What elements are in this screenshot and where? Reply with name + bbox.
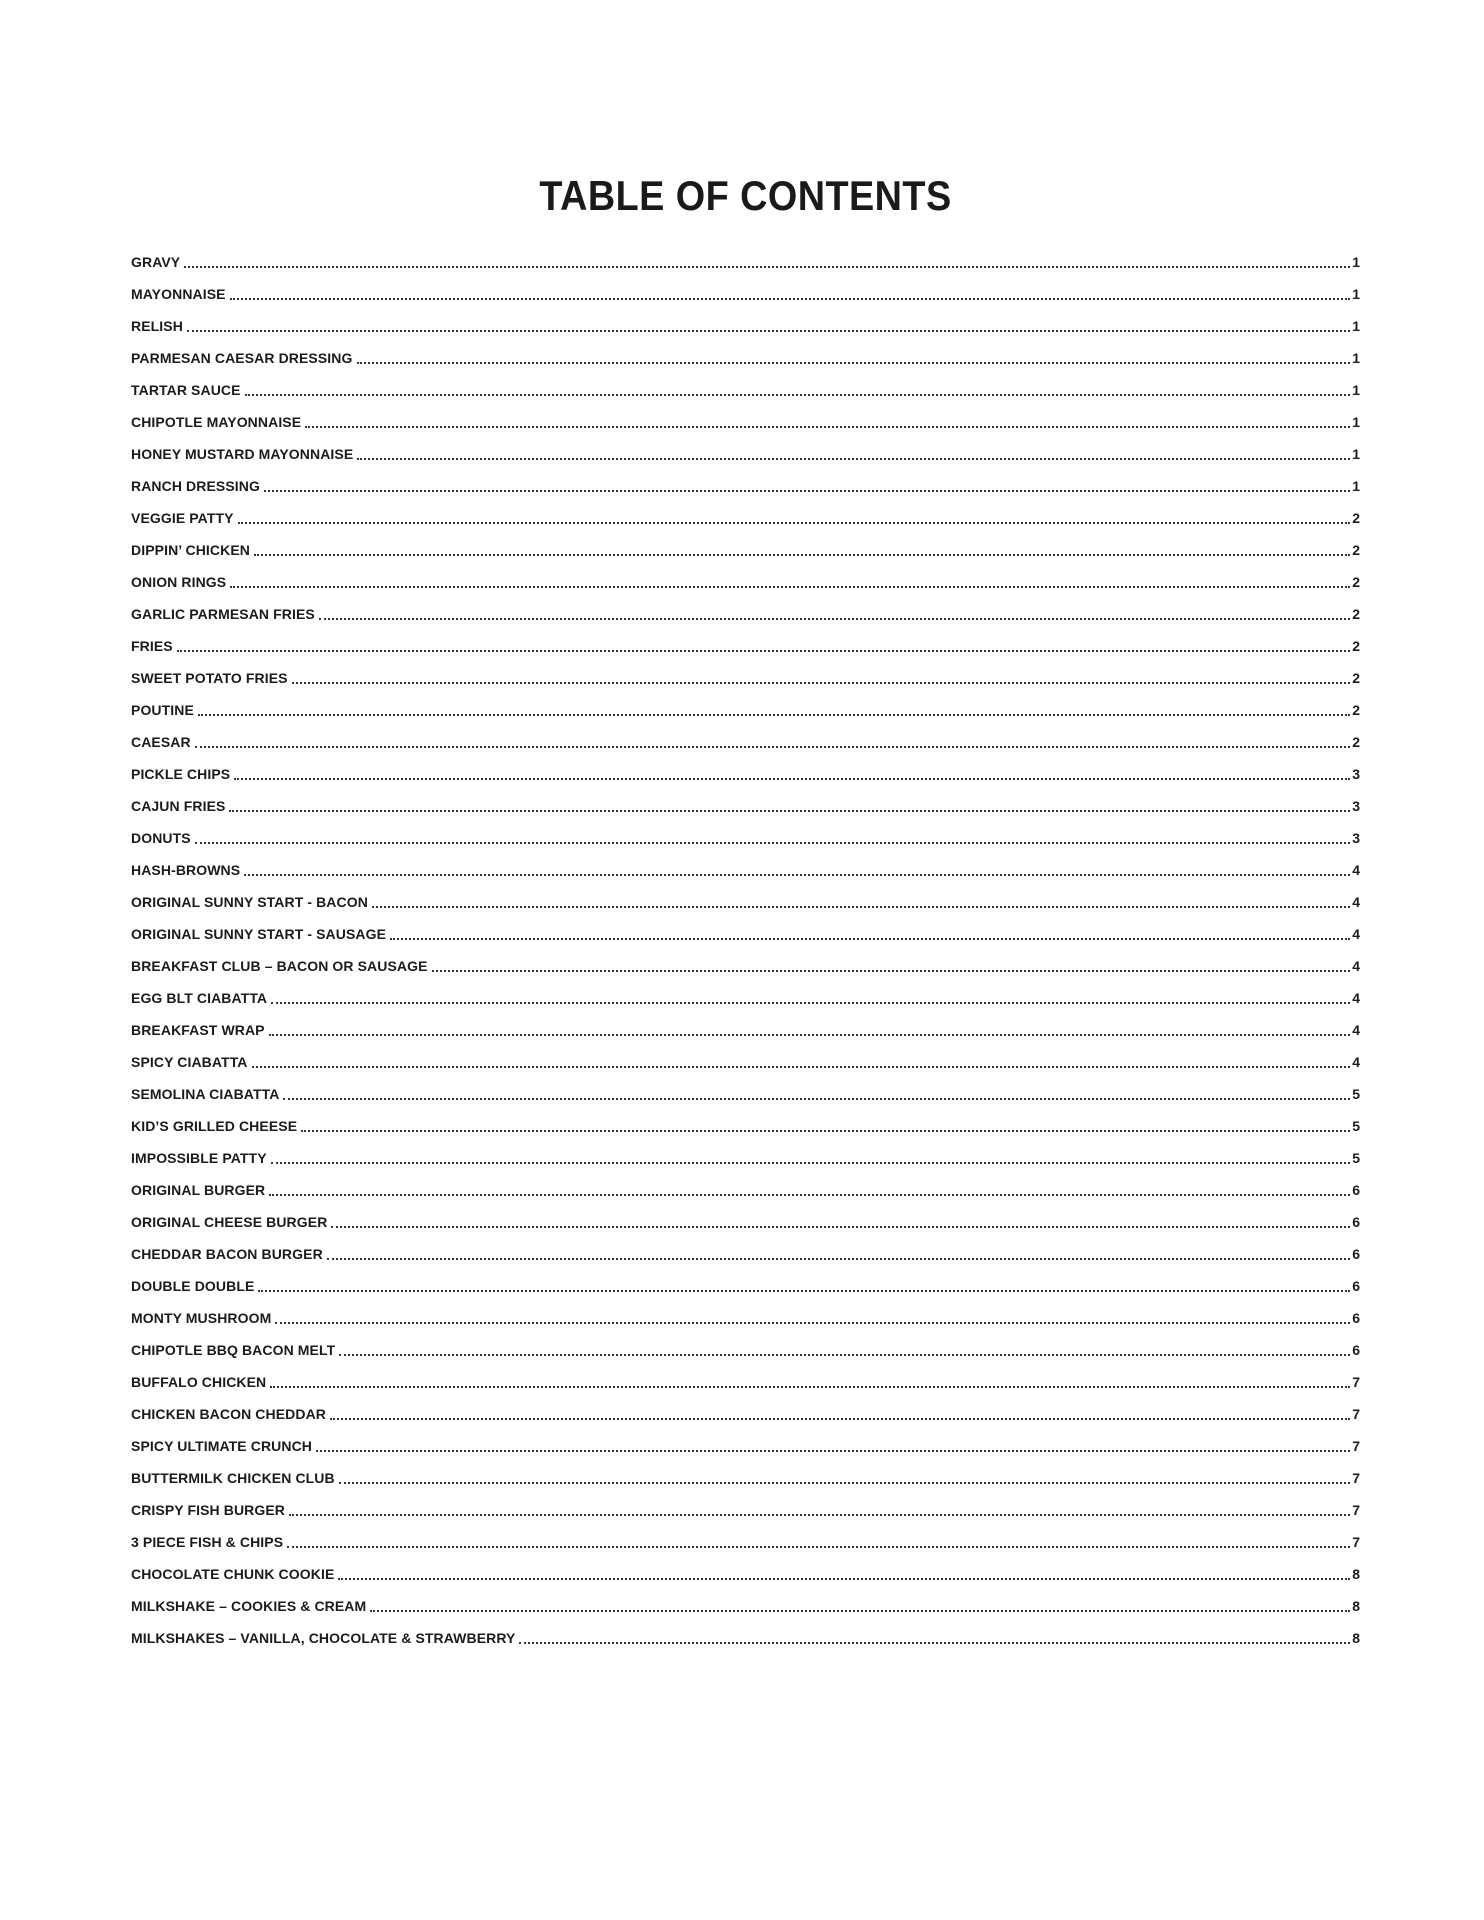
toc-entry[interactable] xyxy=(131,1590,1360,1622)
dot-leader xyxy=(316,1430,1350,1452)
toc-entry-page-number: 3 xyxy=(1352,798,1360,814)
dot-leader xyxy=(269,1174,1350,1196)
toc-entry[interactable] xyxy=(131,374,1360,406)
dot-leader xyxy=(254,534,1350,556)
toc-entry[interactable] xyxy=(131,1526,1360,1558)
toc-entry-page-number: 6 xyxy=(1352,1342,1360,1358)
toc-entry-page-number: 7 xyxy=(1352,1534,1360,1550)
dot-leader xyxy=(338,1558,1350,1580)
dot-leader xyxy=(339,1334,1350,1356)
table-of-contents xyxy=(131,246,1360,1654)
toc-entry[interactable] xyxy=(131,1046,1360,1078)
toc-entry-label: BREAKFAST CLUB – BACON OR SAUSAGE xyxy=(131,958,428,974)
toc-entry[interactable] xyxy=(131,886,1360,918)
toc-entry-label: ONION RINGS xyxy=(131,574,227,590)
toc-entry-page-number: 2 xyxy=(1352,574,1360,590)
toc-entry[interactable] xyxy=(131,694,1360,726)
toc-entry-label: KID’S GRILLED CHEESE xyxy=(131,1118,298,1134)
dot-leader xyxy=(319,598,1350,620)
toc-entry-label: 3 PIECE FISH & CHIPS xyxy=(131,1534,284,1550)
dot-leader xyxy=(252,1046,1351,1068)
toc-entry[interactable] xyxy=(131,790,1360,822)
toc-entry-page-number: 7 xyxy=(1352,1374,1360,1390)
toc-entry[interactable] xyxy=(131,1142,1360,1174)
dot-leader xyxy=(275,1302,1350,1324)
toc-entry-page-number: 2 xyxy=(1352,670,1360,686)
toc-entry[interactable] xyxy=(131,502,1360,534)
toc-entry-page-number: 5 xyxy=(1352,1150,1360,1166)
toc-entry-label: CHOCOLATE CHUNK COOKIE xyxy=(131,1566,335,1582)
dot-leader xyxy=(287,1526,1350,1548)
toc-entry-page-number: 4 xyxy=(1352,1054,1360,1070)
toc-entry[interactable] xyxy=(131,982,1360,1014)
dot-leader xyxy=(357,438,1350,460)
toc-entry[interactable] xyxy=(131,1078,1360,1110)
dot-leader xyxy=(292,662,1351,684)
dot-leader xyxy=(177,630,1350,652)
toc-entry-page-number: 8 xyxy=(1352,1598,1360,1614)
toc-entry-label: ORIGINAL CHEESE BURGER xyxy=(131,1214,328,1230)
dot-leader xyxy=(327,1238,1350,1260)
toc-entry-label: TARTAR SAUCE xyxy=(131,382,241,398)
dot-leader xyxy=(331,1206,1350,1228)
toc-entry-page-number: 2 xyxy=(1352,638,1360,654)
toc-entry-label: CRISPY FISH BURGER xyxy=(131,1502,286,1518)
toc-entry-label: PICKLE CHIPS xyxy=(131,766,231,782)
toc-entry-page-number: 1 xyxy=(1352,286,1360,302)
toc-entry-page-number: 2 xyxy=(1352,734,1360,750)
toc-entry-page-number: 1 xyxy=(1352,446,1360,462)
toc-entry-page-number: 7 xyxy=(1352,1406,1360,1422)
dot-leader xyxy=(519,1622,1350,1644)
toc-entry[interactable] xyxy=(131,342,1360,374)
toc-entry-label: RANCH DRESSING xyxy=(131,478,260,494)
dot-leader xyxy=(372,886,1350,908)
toc-entry[interactable] xyxy=(131,822,1360,854)
toc-entry-page-number: 7 xyxy=(1352,1502,1360,1518)
dot-leader xyxy=(305,406,1350,428)
toc-entry-label: IMPOSSIBLE PATTY xyxy=(131,1150,267,1166)
toc-entry-label: ORIGINAL SUNNY START - SAUSAGE xyxy=(131,926,387,942)
toc-entry-label: CHIPOTLE MAYONNAISE xyxy=(131,414,302,430)
toc-entry[interactable] xyxy=(131,1238,1360,1270)
dot-leader xyxy=(187,310,1350,332)
dot-leader xyxy=(357,342,1351,364)
toc-entry-label: HASH-BROWNS xyxy=(131,862,241,878)
toc-entry[interactable] xyxy=(131,598,1360,630)
dot-leader xyxy=(370,1590,1350,1612)
toc-entry[interactable] xyxy=(131,1494,1360,1526)
toc-entry[interactable] xyxy=(131,726,1360,758)
dot-leader xyxy=(198,694,1350,716)
toc-entry-page-number: 4 xyxy=(1352,990,1360,1006)
toc-entry-page-number: 6 xyxy=(1352,1214,1360,1230)
toc-entry-page-number: 2 xyxy=(1352,542,1360,558)
dot-leader xyxy=(283,1078,1350,1100)
toc-entry-label: BUTTERMILK CHICKEN CLUB xyxy=(131,1470,335,1486)
dot-leader xyxy=(234,758,1350,780)
toc-entry-label: SEMOLINA CIABATTA xyxy=(131,1086,280,1102)
toc-entry-page-number: 8 xyxy=(1352,1630,1360,1646)
toc-entry-label: SPICY CIABATTA xyxy=(131,1054,248,1070)
toc-entry[interactable] xyxy=(131,1110,1360,1142)
dot-leader xyxy=(271,1142,1351,1164)
toc-entry-page-number: 3 xyxy=(1352,766,1360,782)
toc-entry[interactable] xyxy=(131,1558,1360,1590)
toc-entry[interactable] xyxy=(131,406,1360,438)
toc-entry-label: PARMESAN CAESAR DRESSING xyxy=(131,350,353,366)
toc-entry[interactable] xyxy=(131,662,1360,694)
toc-entry-label: MILKSHAKES – VANILLA, CHOCOLATE & STRAWBERRY xyxy=(131,1630,516,1646)
dot-leader xyxy=(301,1110,1350,1132)
toc-entry-label: ORIGINAL BURGER xyxy=(131,1182,266,1198)
toc-entry[interactable] xyxy=(131,1398,1360,1430)
toc-entry[interactable] xyxy=(131,534,1360,566)
dot-leader xyxy=(230,278,1351,300)
toc-entry-page-number: 2 xyxy=(1352,702,1360,718)
dot-leader xyxy=(244,854,1350,876)
toc-entry-label: DONUTS xyxy=(131,830,191,846)
toc-entry-label: GARLIC PARMESAN FRIES xyxy=(131,606,315,622)
toc-entry[interactable] xyxy=(131,950,1360,982)
dot-leader xyxy=(264,470,1350,492)
dot-leader xyxy=(229,790,1350,812)
toc-entry[interactable] xyxy=(131,278,1360,310)
toc-entry[interactable] xyxy=(131,566,1360,598)
dot-leader xyxy=(230,566,1350,588)
toc-entry-label: HONEY MUSTARD MAYONNAISE xyxy=(131,446,354,462)
toc-entry-label: CHEDDAR BACON BURGER xyxy=(131,1246,323,1262)
toc-entry[interactable] xyxy=(131,854,1360,886)
dot-leader xyxy=(270,1366,1350,1388)
toc-entry-label: CAJUN FRIES xyxy=(131,798,226,814)
toc-entry-page-number: 7 xyxy=(1352,1438,1360,1454)
dot-leader xyxy=(245,374,1351,396)
dot-leader xyxy=(195,822,1350,844)
toc-entry-page-number: 8 xyxy=(1352,1566,1360,1582)
toc-entry[interactable] xyxy=(131,1174,1360,1206)
toc-entry-label: SPICY ULTIMATE CRUNCH xyxy=(131,1438,312,1454)
toc-entry-page-number: 1 xyxy=(1352,254,1360,270)
dot-leader xyxy=(339,1462,1350,1484)
toc-entry-page-number: 6 xyxy=(1352,1246,1360,1262)
toc-entry-page-number: 5 xyxy=(1352,1118,1360,1134)
toc-entry-page-number: 5 xyxy=(1352,1086,1360,1102)
toc-entry-label: MILKSHAKE – COOKIES & CREAM xyxy=(131,1598,367,1614)
toc-entry-label: RELISH xyxy=(131,318,183,334)
toc-entry-page-number: 4 xyxy=(1352,926,1360,942)
toc-entry-page-number: 4 xyxy=(1352,958,1360,974)
toc-entry[interactable] xyxy=(131,630,1360,662)
toc-entry-label: CHICKEN BACON CHEDDAR xyxy=(131,1406,326,1422)
toc-entry-label: CAESAR xyxy=(131,734,191,750)
toc-entry-page-number: 3 xyxy=(1352,830,1360,846)
toc-entry-page-number: 7 xyxy=(1352,1470,1360,1486)
toc-entry[interactable] xyxy=(131,918,1360,950)
page-title: TABLE OF CONTENTS xyxy=(539,172,952,219)
toc-entry-page-number: 4 xyxy=(1352,862,1360,878)
toc-entry-page-number: 1 xyxy=(1352,478,1360,494)
toc-entry-page-number: 4 xyxy=(1352,894,1360,910)
toc-entry-label: BREAKFAST WRAP xyxy=(131,1022,265,1038)
toc-entry-label: ORIGINAL SUNNY START - BACON xyxy=(131,894,368,910)
toc-entry-label: SWEET POTATO FRIES xyxy=(131,670,288,686)
toc-entry[interactable] xyxy=(131,1270,1360,1302)
toc-entry-page-number: 4 xyxy=(1352,1022,1360,1038)
toc-entry[interactable] xyxy=(131,1014,1360,1046)
toc-entry-page-number: 6 xyxy=(1352,1182,1360,1198)
toc-entry-label: VEGGIE PATTY xyxy=(131,510,234,526)
dot-leader xyxy=(432,950,1351,972)
toc-entry-page-number: 1 xyxy=(1352,318,1360,334)
toc-entry[interactable] xyxy=(131,1302,1360,1334)
dot-leader xyxy=(184,246,1350,268)
toc-entry-label: GRAVY xyxy=(131,254,181,270)
toc-entry[interactable] xyxy=(131,470,1360,502)
toc-entry-page-number: 1 xyxy=(1352,350,1360,366)
toc-entry-label: BUFFALO CHICKEN xyxy=(131,1374,267,1390)
dot-leader xyxy=(289,1494,1350,1516)
toc-entry[interactable] xyxy=(131,1622,1360,1654)
dot-leader xyxy=(269,1014,1351,1036)
toc-entry-page-number: 1 xyxy=(1352,382,1360,398)
dot-leader xyxy=(271,982,1350,1004)
toc-entry-label: DOUBLE DOUBLE xyxy=(131,1278,255,1294)
toc-entry[interactable] xyxy=(131,246,1360,278)
dot-leader xyxy=(330,1398,1350,1420)
dot-leader xyxy=(258,1270,1350,1292)
toc-entry[interactable] xyxy=(131,1206,1360,1238)
toc-entry[interactable] xyxy=(131,438,1360,470)
toc-entry-label: EGG BLT CIABATTA xyxy=(131,990,268,1006)
dot-leader xyxy=(390,918,1350,940)
toc-entry-label: FRIES xyxy=(131,638,173,654)
toc-entry-page-number: 2 xyxy=(1352,606,1360,622)
toc-entry-label: MONTY MUSHROOM xyxy=(131,1310,272,1326)
toc-entry[interactable] xyxy=(131,1366,1360,1398)
dot-leader xyxy=(195,726,1350,748)
toc-entry-label: MAYONNAISE xyxy=(131,286,226,302)
toc-entry-label: DIPPIN’ CHICKEN xyxy=(131,542,250,558)
toc-entry-page-number: 6 xyxy=(1352,1310,1360,1326)
toc-entry[interactable] xyxy=(131,1430,1360,1462)
toc-entry-page-number: 6 xyxy=(1352,1278,1360,1294)
dot-leader xyxy=(238,502,1351,524)
toc-entry-page-number: 2 xyxy=(1352,510,1360,526)
toc-entry[interactable] xyxy=(131,1334,1360,1366)
toc-entry-label: CHIPOTLE BBQ BACON MELT xyxy=(131,1342,336,1358)
toc-entry-label: POUTINE xyxy=(131,702,194,718)
toc-entry-page-number: 1 xyxy=(1352,414,1360,430)
toc-entry[interactable] xyxy=(131,1462,1360,1494)
toc-entry[interactable] xyxy=(131,310,1360,342)
toc-entry[interactable] xyxy=(131,758,1360,790)
